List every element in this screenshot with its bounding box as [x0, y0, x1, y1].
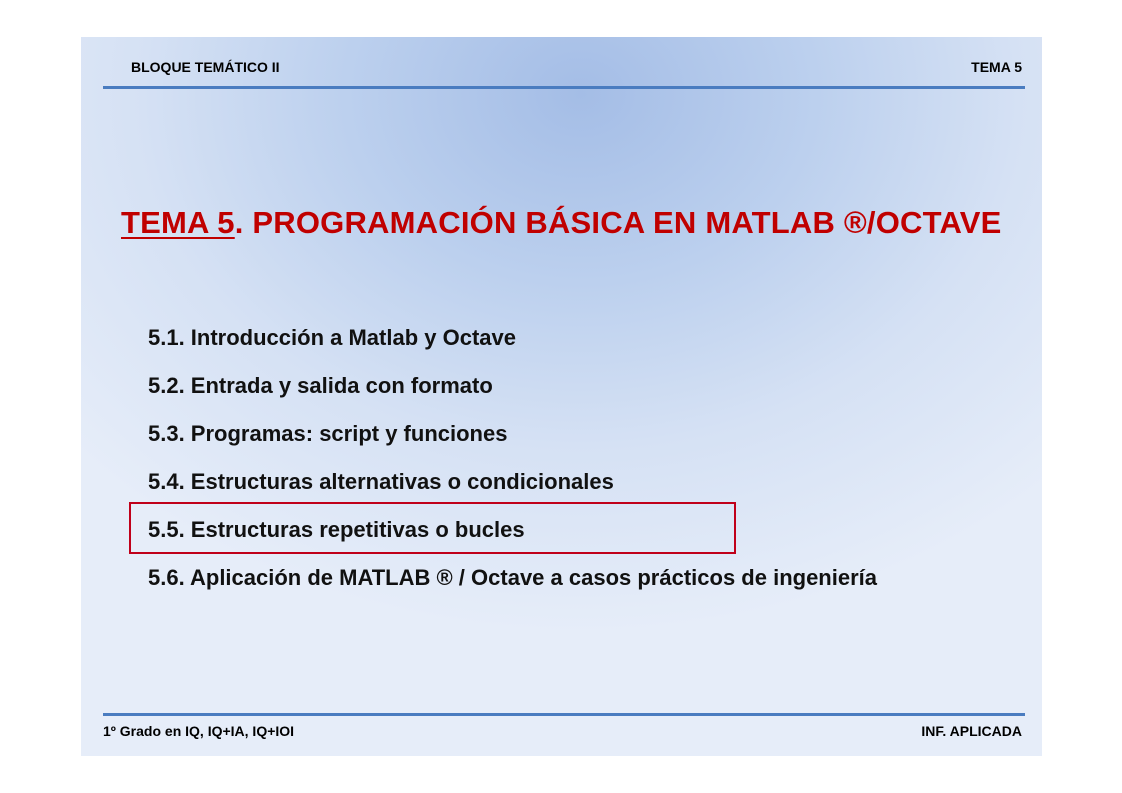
topic-item-5-5: 5.5. Estructuras repetitivas o bucles: [148, 517, 525, 542]
topic-list: [148, 324, 877, 612]
header-topic-label: TEMA 5: [971, 59, 1022, 75]
topic-item-5-1: 5.1. Introducción a Matlab y Octave: [148, 325, 516, 350]
topic-item-5-2: 5.2. Entrada y salida con formato: [148, 373, 493, 398]
current-topic-highlight-box: [129, 502, 736, 554]
footer-degree-label: 1º Grado en IQ, IQ+IA, IQ+IOI: [103, 723, 295, 739]
title-rest: . PROGRAMACIÓN BÁSICA EN MATLAB ®/OCTAVE: [234, 205, 1002, 240]
footer-rule: [103, 713, 1025, 716]
topic-item-5-6: 5.6. Aplicación de MATLAB ® / Octave a casos prácticos de ingeniería: [148, 565, 877, 590]
footer-subject-label: INF. APLICADA: [921, 723, 1022, 739]
slide: [81, 37, 1042, 756]
header-rule: [103, 86, 1025, 89]
topic-item-5-4: 5.4. Estructuras alternativas o condicionales: [148, 469, 614, 494]
title-underlined-part: TEMA 5: [121, 205, 235, 240]
header-block-label: BLOQUE TEMÁTICO II: [131, 59, 280, 75]
topic-item-5-3: 5.3. Programas: script y funciones: [148, 421, 508, 446]
slide-title: [121, 205, 1002, 241]
